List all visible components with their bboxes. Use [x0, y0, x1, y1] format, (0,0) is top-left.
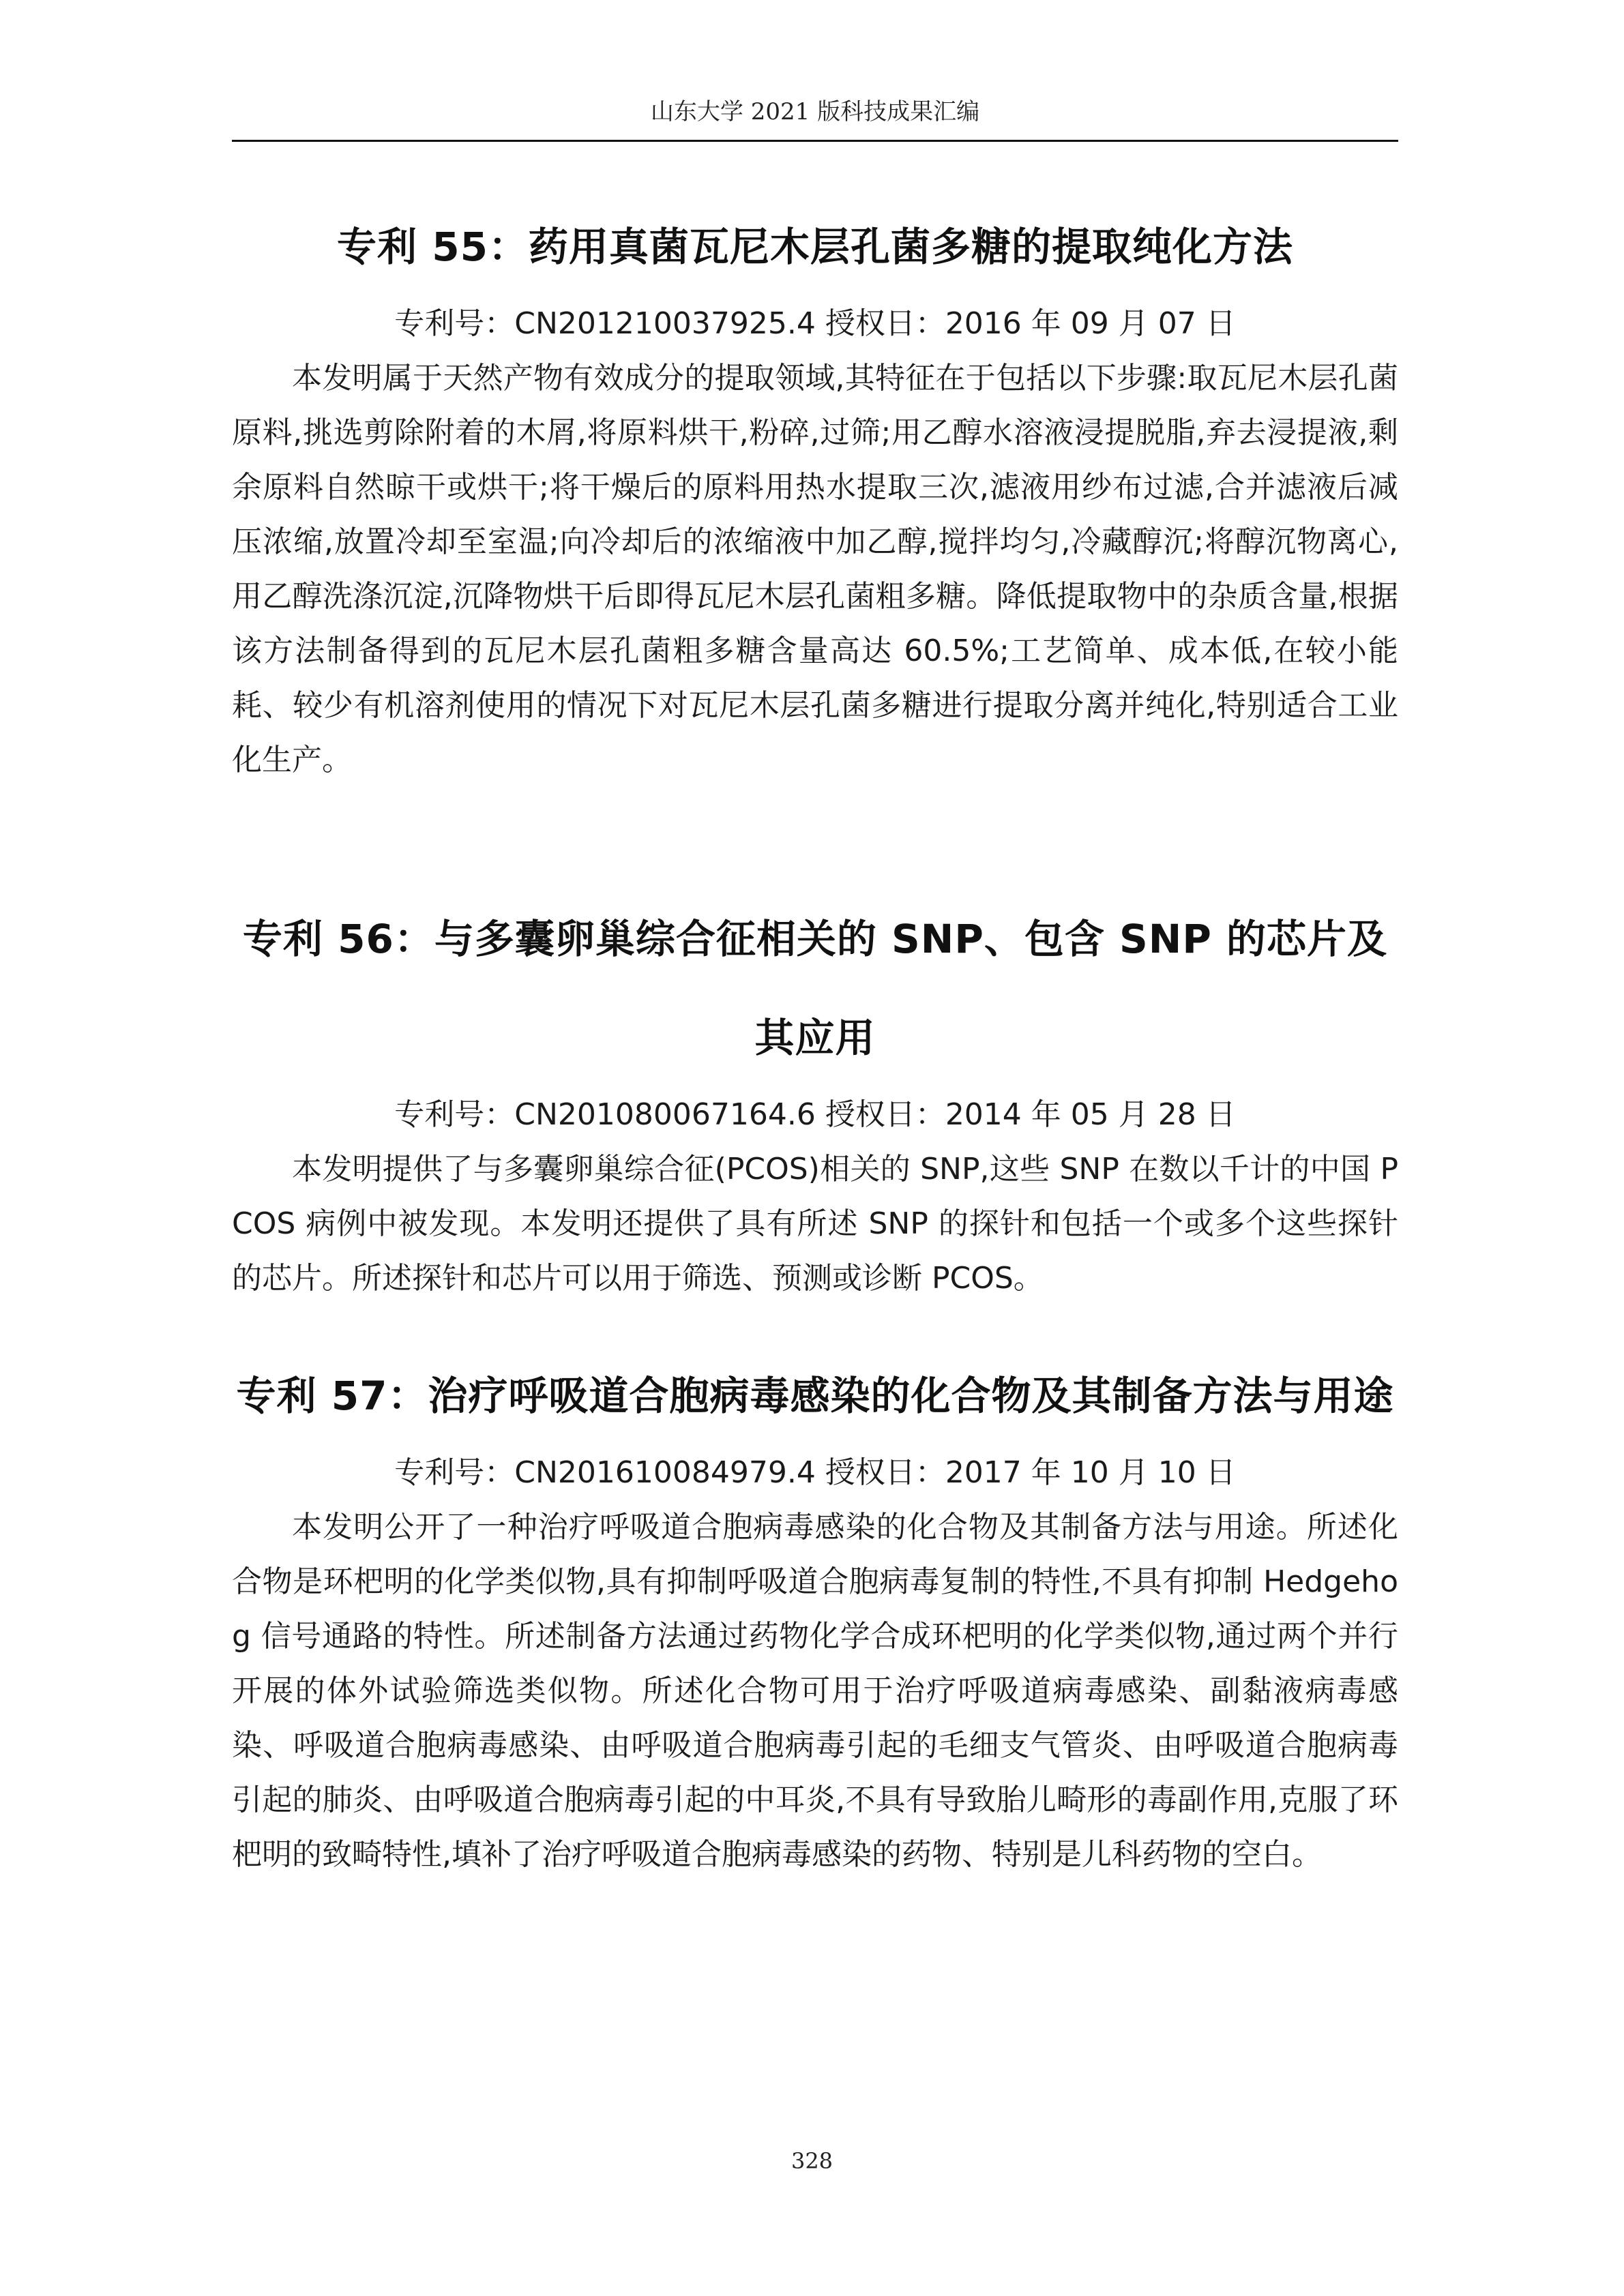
- page-number: 328: [791, 2148, 833, 2174]
- header-rule: [232, 140, 1398, 142]
- page-content: [232, 198, 1398, 1882]
- patent-57: [232, 1347, 1398, 1882]
- patent-title: 专利 55：药用真菌瓦尼木层孔菌多糖的提取纯化方法: [337, 224, 1293, 270]
- patent-meta: 专利号：CN201610084979.4 授权日：2017 年 10 月 10 日: [394, 1455, 1236, 1490]
- patent-abstract: 本发明属于天然产物有效成分的提取领域,其特征在于包括以下步骤:取瓦尼木层孔菌原料,挑选剪除附着的木屑,将原料烘干,粉碎,过筛;用乙醇水溶液浸提脱脂,弃去浸提液,剩余原料自然晾干或烘干;将干燥后的原料用热水提取三次,滤液用纱布过滤,合并滤液后减压浓缩,放置冷却至室温;向冷却后的浓缩液中加乙醇,搅拌均匀,冷藏醇沉;将醇沉物离心,用乙醇洗涤沉淀,沉降物烘干后即得瓦尼木层孔菌粗多糖。降低提取物中的杂质含量,根据该方法制备得到的瓦尼木层孔菌粗多糖含量高达 60.5%;工艺简单、成本低,在较小能耗、较少有机溶剂使用的情况下对瓦尼木层孔菌多糖进行提取分离并纯化,特别适合工业化生产。: [232, 361, 1398, 777]
- patent-title: 专利 56：与多囊卵巢综合征相关的 SNP、包含 SNP 的芯片及其应用: [242, 916, 1388, 1061]
- patent-56: [232, 890, 1398, 1306]
- patent-meta: 专利号：CN201210037925.4 授权日：2016 年 09 月 07 日: [394, 306, 1236, 341]
- section-spacer: [232, 1306, 1398, 1347]
- patent-abstract: 本发明提供了与多囊卵巢综合征(PCOS)相关的 SNP,这些 SNP 在数以千计的中国 PCOS 病例中被发现。本发明还提供了具有所述 SNP 的探针和包括一个或多个这些探针的芯片。所述探针和芯片可以用于筛选、预测或诊断 PCOS。: [232, 1152, 1398, 1296]
- running-header: 山东大学 2021 版科技成果汇编: [650, 98, 980, 125]
- section-spacer: [232, 788, 1398, 890]
- patent-abstract: 本发明公开了一种治疗呼吸道合胞病毒感染的化合物及其制备方法与用途。所述化合物是环杷明的化学类似物,具有抑制呼吸道合胞病毒复制的特性,不具有抑制 Hedgehog 信号通路的特性。所述制备方法通过药物化学合成环杷明的化学类似物,通过两个并行开展的体外试验筛选类似物。所述化合物可用于治疗呼吸道病毒感染、副黏液病毒感染、呼吸道合胞病毒感染、由呼吸道合胞病毒引起的毛细支气管炎、由呼吸道合胞病毒引起的肺炎、由呼吸道合胞病毒引起的中耳炎,不具有导致胎儿畸形的毒副作用,克服了环杷明的致畸特性,填补了治疗呼吸道合胞病毒感染的药物、特别是儿科药物的空白。: [232, 1510, 1398, 1872]
- patent-55: [232, 198, 1398, 788]
- patent-meta: 专利号：CN201080067164.6 授权日：2014 年 05 月 28 日: [394, 1097, 1236, 1132]
- patent-title: 专利 57：治疗呼吸道合胞病毒感染的化合物及其制备方法与用途: [236, 1373, 1394, 1419]
